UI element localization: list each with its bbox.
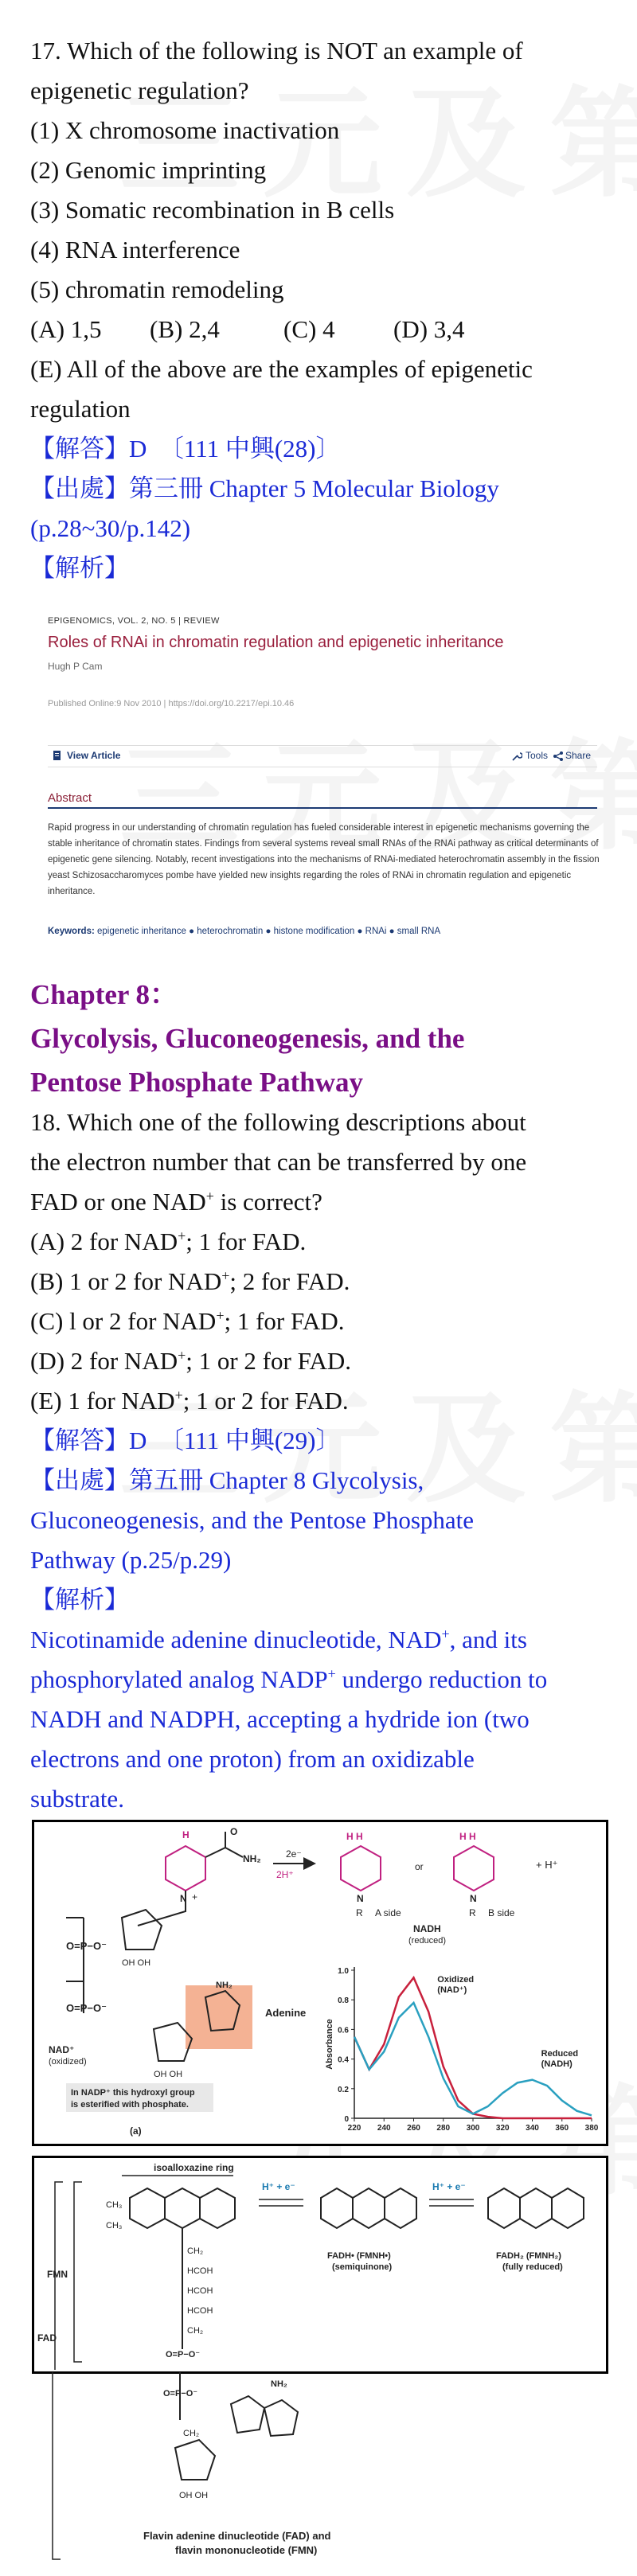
q17-answer: 【解答】D 〔111 中興(28)〕: [30, 435, 341, 463]
x-tick-label: 280: [436, 2124, 451, 2133]
nitrogen-label: N: [470, 1893, 477, 1904]
nadh-ring-b: [454, 1846, 494, 1891]
phosphate-label: O=P−O⁻: [163, 2389, 198, 2398]
phosphate-label: O=P−O⁻: [66, 1940, 107, 1952]
y-tick-label: 0.6: [338, 2026, 349, 2035]
abstract-heading: Abstract: [48, 791, 92, 805]
oxidized-series-label: (NAD⁺): [437, 1985, 467, 1995]
q18-stem: 18. Which one of the following descriptions about: [30, 1108, 526, 1136]
article-toolbar: [48, 745, 597, 767]
electron-label: 2e⁻: [286, 1848, 302, 1860]
equilibrium-arrow: [429, 2199, 474, 2206]
abstract-divider: [48, 807, 597, 809]
q18-option-c: (C) l or 2 for NAD+; 1 for FAD.: [30, 1307, 345, 1335]
q18-option-a: (A) 2 for NAD+; 1 for FAD.: [30, 1228, 307, 1255]
fmn-bracket: [74, 2182, 82, 2362]
q17-source: (p.28~30/p.142): [30, 514, 191, 542]
q18-option-d: (D) 2 for NAD+; 1 or 2 for FAD.: [30, 1347, 352, 1375]
hydrogen-label: H H: [459, 1831, 476, 1842]
nad-figure: [32, 1820, 608, 2146]
hydrogen-label: H: [182, 1829, 190, 1840]
q18-analysis-label: 【解析】: [30, 1586, 129, 1614]
ring-label: isoalloxazine ring: [154, 2162, 234, 2173]
abstract-text: Rapid progress in our understanding of chromatin regulation has fueled considerable interest in epigenetic mechanisms governing the stable inheritance of chromatin states. Findings from several systems reveal small RNAs of the RNAi pathway as critical determinants of epigenetic gene silencing. Notably, recent investigations into the mechanisms of RNAi-mediated heterochromatin assembly in the fission yeast Schizosaccharomyces pombe have yielded new insights regarding the roles of RNAi in chromatin regulation and epigenetic inheritance.: [48, 823, 600, 896]
keywords: [48, 927, 440, 936]
q18-stem: FAD or one NAD+ is correct?: [30, 1188, 322, 1216]
tools-button[interactable]: Tools: [526, 750, 549, 761]
y-axis-label: Absorbance: [325, 2019, 334, 2070]
q17-option-e: (E) All of the above are the examples of epigenetic: [30, 355, 533, 383]
he-label: H⁺ + e⁻: [432, 2181, 466, 2192]
oh-label: OH OH: [179, 2491, 209, 2500]
q18-source: Pathway (p.25/p.29): [30, 1546, 232, 1574]
keywords-list[interactable]: epigenetic inheritance ● heterochromatin ● histone modification ● RNAi ● small RNA: [97, 927, 441, 936]
keywords-label: Keywords:: [48, 927, 95, 936]
article-journal: EPIGENOMICS, VOL. 2, NO. 5 | REVIEW: [48, 616, 220, 626]
q18-explanation: NADH and NADPH, accepting a hydride ion (two: [30, 1705, 530, 1733]
ribose-ring: [175, 2440, 215, 2480]
nadh-reduced-label: (reduced): [408, 1936, 447, 1946]
fmn-label: FMN: [47, 2269, 68, 2280]
phosphate-backbone: [66, 1918, 84, 2013]
nitrogen-label: N: [180, 1893, 187, 1904]
chain-label: CH₂: [183, 2429, 200, 2438]
x-tick-label: 300: [466, 2124, 480, 2133]
proton-plus-label: + H⁺: [536, 1859, 558, 1871]
y-tick-label: 0: [344, 2115, 349, 2124]
q18-explanation: phosphorylated analog NADP+ undergo reduction to: [30, 1665, 548, 1693]
article-card: [30, 610, 607, 950]
q17-item: (5) chromatin remodeling: [30, 275, 284, 303]
nad-oxidized-label: (oxidized): [49, 2057, 87, 2067]
reduced-ring: [488, 2188, 584, 2228]
article-title[interactable]: Roles of RNAi in chromatin regulation and epigenetic inheritance: [48, 634, 504, 651]
chapter-heading: Pentose Phosphate Pathway: [30, 1067, 364, 1098]
q17-item: (1) X chromosome inactivation: [30, 116, 340, 144]
x-tick-label: 320: [495, 2124, 510, 2133]
q18-explanation: substrate.: [30, 1785, 124, 1813]
q18-stem: the electron number that can be transferred by one: [30, 1148, 527, 1176]
q18-explanation: electrons and one proton) from an oxidizable: [30, 1745, 475, 1773]
y-tick-label: 0.2: [338, 2085, 349, 2094]
ribose-ring: [122, 1910, 162, 1950]
r-label: R: [469, 1907, 476, 1918]
q17-item: (4) RNA interference: [30, 236, 240, 263]
nadh-ring-a: [341, 1846, 381, 1891]
note-text: is esterified with phosphate.: [71, 2100, 189, 2110]
fad-structure-diagram: [34, 2158, 606, 2371]
plus-label: +: [192, 1891, 198, 1903]
chain-label: HCOH: [187, 2306, 213, 2316]
adenine-ring: [231, 2396, 264, 2433]
view-article-link[interactable]: View Article: [67, 750, 121, 761]
caption: flavin mononucleotide (FMN): [175, 2544, 318, 2556]
or-label: or: [415, 1861, 424, 1872]
x-tick-label: 380: [584, 2124, 599, 2133]
x-tick-label: 220: [347, 2124, 361, 2133]
fad-bracket: [53, 2372, 61, 2559]
nad-structure-diagram: [34, 1822, 606, 2144]
q18-source: 【出處】第五冊 Chapter 8 Glycolysis,: [30, 1466, 424, 1494]
q17-option-b: (B) 2,4: [150, 315, 220, 343]
q17-stem: epigenetic regulation?: [30, 76, 249, 104]
chain-label: CH₂: [187, 2246, 204, 2256]
x-tick-label: 360: [555, 2124, 569, 2133]
chain-label: HCOH: [187, 2286, 213, 2296]
nitrogen-label: N: [357, 1893, 364, 1904]
oxygen-label: O: [230, 1826, 238, 1837]
y-tick-label: 0.4: [338, 2055, 349, 2065]
caption: Flavin adenine dinucleotide (FAD) and: [143, 2530, 331, 2542]
x-tick-label: 340: [526, 2124, 539, 2133]
q17-option-c: (C) 4: [283, 315, 335, 343]
absorbance-chart: [321, 1957, 601, 2139]
document-icon: [53, 751, 62, 760]
q17-option-e: regulation: [30, 395, 131, 423]
q18-explanation: Nicotinamide adenine dinucleotide, NAD+, and its: [30, 1626, 527, 1653]
chapter-heading: Glycolysis, Gluconeogenesis, and the: [30, 1023, 465, 1054]
nicotinamide-ring: [166, 1846, 205, 1891]
panel-label: (a): [130, 2125, 142, 2137]
phosphate-label: O=P−O⁻: [66, 2002, 107, 2014]
q17-option-d: (D) 3,4: [393, 315, 465, 343]
q17-source: 【出處】第三冊 Chapter 5 Molecular Biology: [30, 474, 499, 502]
oxidized-series-label: Oxidized: [437, 1974, 475, 1985]
y-tick-label: 0.8: [338, 1996, 349, 2006]
fad-label: FAD: [37, 2332, 57, 2344]
isoalloxazine-ring: [130, 2188, 235, 2228]
semiquinone-ring: [321, 2188, 416, 2228]
reduced-series-label: Reduced: [541, 2048, 579, 2059]
adenine-label: Adenine: [265, 2007, 307, 2019]
q18-answer: 【解答】D 〔111 中興(29)〕: [30, 1427, 341, 1454]
bond-line: [138, 1891, 186, 1926]
share-icon: [553, 751, 564, 762]
a-side-label: A side: [375, 1907, 401, 1918]
reduced-series-label: (NADH): [541, 2059, 573, 2069]
q17-item: (2) Genomic imprinting: [30, 156, 267, 184]
article-author[interactable]: Hugh P Cam: [48, 661, 103, 672]
wrench-icon: [511, 751, 522, 762]
equilibrium-arrow: [259, 2199, 303, 2206]
nh2-label: NH₂: [216, 1981, 233, 1990]
proton-label: 2H⁺: [276, 1869, 294, 1880]
chain-label: HCOH: [187, 2266, 213, 2276]
y-tick-label: 1.0: [338, 1967, 349, 1976]
q17-analysis-label: 【解析】: [30, 554, 129, 582]
q17-option-a: (A) 1,5: [30, 315, 102, 343]
b-side-label: B side: [488, 1907, 515, 1918]
semiquinone-label: (semiquinone): [332, 2262, 393, 2272]
phosphate-label: O=P−O⁻: [166, 2350, 201, 2359]
nh2-label: NH₂: [271, 2379, 287, 2389]
chain-label: CH₂: [187, 2326, 204, 2336]
nadh-label: NADH: [413, 1923, 441, 1934]
x-tick-label: 260: [407, 2124, 420, 2133]
adenine-highlight: [186, 1985, 252, 2049]
article-published: Published Online:9 Nov 2010 | https://doi.org/10.2217/epi.10.46: [48, 699, 295, 708]
amp-structure: [32, 2372, 605, 2571]
nad-label: NAD⁺: [49, 2044, 75, 2055]
q18-option-e: (E) 1 for NAD+; 1 or 2 for FAD.: [30, 1387, 349, 1415]
r-label: R: [356, 1907, 363, 1918]
fadh2-label: FADH₂ (FMNH₂): [496, 2251, 561, 2261]
note-text: In NADP⁺ this hydroxyl group: [71, 2088, 195, 2098]
methyl-label: CH₃: [106, 2200, 123, 2210]
chapter-heading: Chapter 8：: [30, 979, 178, 1010]
oh-label: OH OH: [154, 2070, 183, 2079]
q17-item: (3) Somatic recombination in B cells: [30, 196, 395, 224]
fad-figure: [32, 2156, 608, 2374]
q17-stem: 17. Which of the following is NOT an example of: [30, 37, 523, 64]
x-tick-label: 240: [377, 2124, 391, 2133]
he-label: H⁺ + e⁻: [262, 2181, 295, 2192]
q18-source: Gluconeogenesis, and the Pentose Phosphate: [30, 1506, 475, 1534]
hydrogen-label: H H: [346, 1831, 363, 1842]
adenine-ring: [264, 2400, 298, 2436]
methyl-label: CH₃: [106, 2221, 123, 2231]
q18-option-b: (B) 1 or 2 for NAD+; 2 for FAD.: [30, 1267, 350, 1295]
fully-reduced-label: (fully reduced): [502, 2262, 563, 2272]
oh-label: OH OH: [122, 1958, 151, 1968]
nh2-label: NH₂: [243, 1853, 261, 1864]
share-button[interactable]: Share: [565, 750, 592, 761]
fadh-label: FADH• (FMNH•): [327, 2251, 391, 2261]
